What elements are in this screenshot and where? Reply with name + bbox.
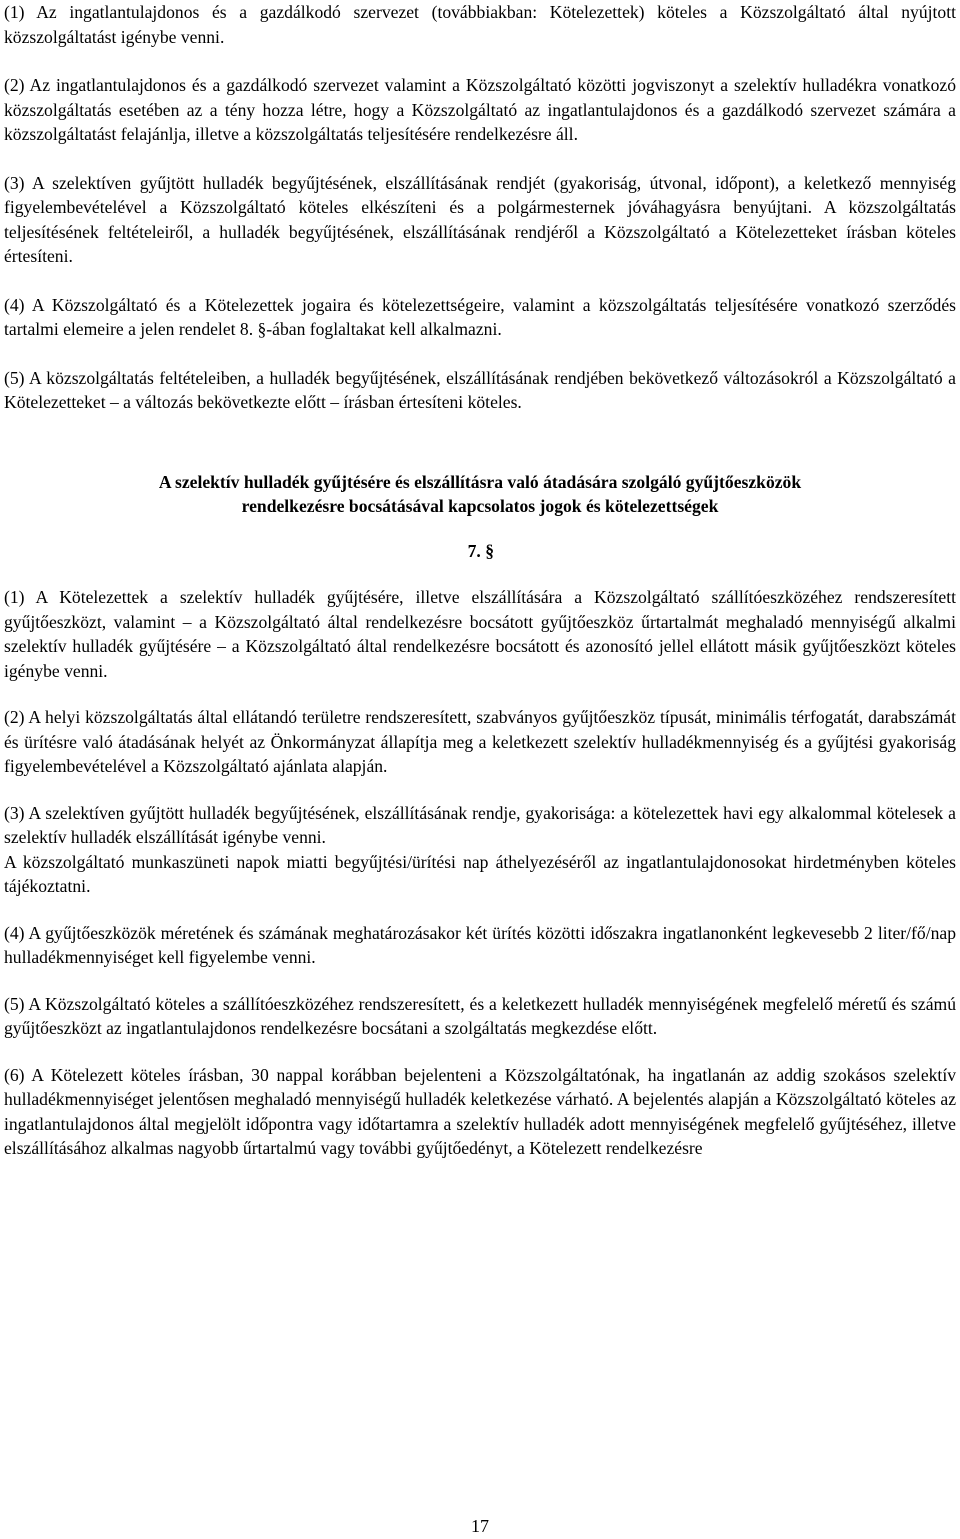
s7-paragraph-6: (6) A Kötelezett köteles írásban, 30 nappal korábban bejelenteni a Közszolgáltatónak, ha ingatlanán az addig szokásos szelektív hulladékmennyiséget jelentősen meghaladó mennyiségű hulladék keletkezése várható. A bejelentés alapján a Közszolgáltató köteles az ingatlantulajdonos által megjelölt időpontra vagy időtartamra a szelektív hulladék adott mennyiségének megfelelő gyűjtéséhez, illetve elszállításához alkalmas nagyobb űrtartalmú vagy további gyűjtőedényt, a Kötelezett rendelkezésre [4, 1064, 956, 1158]
paragraph-4: (4) A Közszolgáltató és a Kötelezettek jogaira és kötelezettségeire, valamint a közszolgáltatás teljesítésére vonatkozó szerződés tartalmi elemeire a jelen rendelet 8. §-ában foglaltakat kell alkalmazni. [4, 294, 956, 339]
s7-paragraph-3: (3) A szelektíven gyűjtött hulladék begyűjtésének, elszállításának rendje, gyakorisága: a kötelezettek havi egy alkalommal kötelesek a szelektív hulladék elszállítását igénybe venni. [4, 802, 956, 847]
section-number: 7. § [467, 540, 494, 561]
s7-paragraph-2: (2) A helyi közszolgáltatás által ellátandó területre rendszeresített, szabványos gyűjtőeszköz típusát, minimális térfogatát, darabszámát és ürítésre való átadásának helyét az Önkormányzat állapítja meg a keletkezett szelektív hulladékmennyiség és a gyűjtési gyakoriság figyelembevételével a Közszolgáltató ajánlata alapján. [4, 707, 956, 776]
document-page [4, 0, 956, 1161]
paragraph-3: (3) A szelektíven gyűjtött hulladék begyűjtésének, elszállításának rendjét (gyakoriság, útvonal, időpont), a keletkező mennyiség figyelembevételével a Közszolgáltató köteles elkészíteni és a polgármesternek jóváhagyásra benyújtani. A közszolgáltatás teljesítésének feltételeiről, a hulladék begyűjtésének, elszállításának rendjéről a Közszolgáltató a Kötelezetteket írásban köteles értesíteni. [4, 172, 956, 266]
paragraph-5: (5) A közszolgáltatás feltételeiben, a hulladék begyűjtésének, elszállításának rendjében bekövetkező változásokról a Közszolgáltató a Kötelezetteket – a változás bekövetkezte előtt – írásban értesíteni köteles. [4, 367, 956, 412]
paragraph-1: (1) Az ingatlantulajdonos és a gazdálkodó szervezet (továbbiakban: Kötelezettek) köteles a Közszolgáltató által nyújtott közszolgáltatást igénybe venni. [4, 2, 956, 47]
s7-paragraph-4: (4) A gyűjtőeszközök méretének és számának meghatározásakor két ürítés közötti időszakra ingatlanonként legkevesebb 2 liter/fő/nap hulladékmennyiséget kell figyelembe venni. [4, 922, 956, 967]
section-heading-line-1: A szelektív hulladék gyűjtésére és elszállításra való átadására szolgáló gyűjtőeszközök [158, 471, 802, 492]
page-number: 17 [471, 1516, 489, 1536]
section-heading-line-2: rendelkezésre bocsátásával kapcsolatos jogok és kötelezettségek [241, 496, 719, 516]
paragraph-2: (2) Az ingatlantulajdonos és a gazdálkodó szervezet valamint a Közszolgáltató közötti jogviszonyt a szelektív hulladékra vonatkozó közszolgáltatás esetében az a tény hozza létre, hogy a Közszolgáltató az ingatlantulajdonos és a gazdálkodó szervezet számára a közszolgáltatást felajánlja, illetve a közszolgáltatás teljesítésére rendelkezésre áll. [4, 75, 956, 144]
s7-paragraph-3b: A közszolgáltató munkaszüneti napok miatti begyűjtési/ürítési nap áthelyezéséről az ingatlantulajdonosokat hirdetményben köteles tájékoztatni. [4, 851, 956, 896]
s7-paragraph-5: (5) A Közszolgáltató köteles a szállítóeszközéhez rendszeresített, és a keletkezett hulladék mennyiségének megfelelő méretű és számú gyűjtőeszközt az ingatlantulajdonos rendelkezésre bocsátani a szolgáltatás megkezdése előtt. [4, 993, 956, 1038]
s7-paragraph-1: (1) A Kötelezettek a szelektív hulladék gyűjtésére, illetve elszállítására a Közszolgáltató szállítóeszközéhez rendszeresített gyűjtőeszközt, valamint – a Közszolgáltató által rendelkezésre bocsátott gyűjtőeszköz űrtartalmát meghaladó mennyiségű alkalmi szelektív hulladék gyűjtésére – a Közszolgáltató által rendelkezésre bocsátott és azonosító jellel ellátott másik gyűjtőeszközt köteles igénybe venni. [4, 587, 956, 681]
